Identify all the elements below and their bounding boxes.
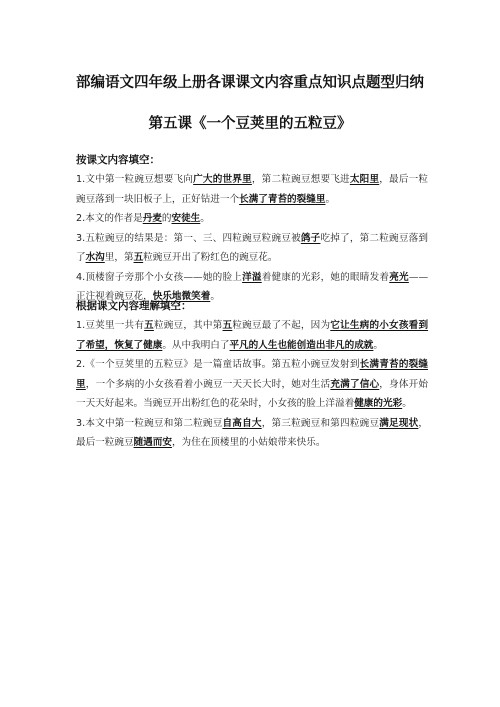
answer-text: 满足现状: [379, 417, 419, 429]
question-text: 粒豌豆，其中第: [153, 320, 223, 331]
item-number: 1.: [76, 320, 86, 331]
question-text: ，一个多病的小女孩看着小豌豆一天天长大时，她对生活: [85, 378, 331, 390]
question-text: 。: [373, 339, 383, 351]
answer-text: 它让生病的小女孩看到了希望，恢复了健康: [76, 320, 429, 351]
answer-text: 五: [222, 320, 233, 331]
list-item: [76, 316, 428, 355]
answer-text: 随遇而安: [133, 437, 172, 448]
question-text: 。: [210, 291, 220, 302]
question-text: ，最后一粒豌豆落到一块旧板子上，正好钻进一个: [76, 174, 429, 205]
question-text: ，第三粒豌豆和第四粒豌豆: [261, 417, 380, 429]
item-number: 3.: [76, 417, 86, 429]
section-heading: 根据课文内容理解填空：: [76, 300, 192, 312]
answer-text: 健康的光彩: [354, 398, 403, 409]
answer-text: 水沟: [85, 252, 105, 263]
question-text: 吃掉了，第二粒豌豆落到了: [76, 232, 429, 263]
item-number: 4.: [76, 271, 86, 283]
section-heading: 按课文内容填空：: [76, 154, 160, 166]
question-text: 《一个豆荚里的五粒豆》是一篇童话故事。第五粒小豌豆发射到: [85, 359, 360, 370]
list-item: [76, 209, 428, 229]
item-number: 2.: [76, 359, 86, 370]
question-text: 粒豌豆开出了粉红色的豌豆花。: [143, 252, 278, 263]
list-item: [76, 229, 428, 268]
question-text: 顶楼窗子旁那个小女孩——她的脸上: [85, 271, 243, 283]
item-number: 3.: [76, 232, 86, 244]
question-text: ，第二粒豌豆想要飞进: [251, 174, 350, 185]
document-title: 部编语文四年级上册各课课文内容重点知识点题型归纳: [76, 75, 424, 91]
answer-text: 丹麦: [142, 213, 162, 224]
answer-text: 快乐地微笑着: [152, 291, 211, 302]
list-item: [76, 414, 428, 453]
answer-text: 鸽子: [300, 232, 321, 244]
answer-text: 五: [144, 320, 154, 331]
answer-text: 广大的世界里: [193, 174, 252, 185]
item-list: [76, 316, 428, 453]
list-item: [76, 355, 428, 414]
lesson-title: 第五课《一个豆荚里的五粒豆》: [148, 116, 352, 132]
section-comprehension-fill-in: [76, 296, 428, 453]
question-text: 着健康的光彩，她的眼睛发着: [261, 271, 390, 283]
question-text: ，最后一粒豌豆: [76, 417, 429, 448]
list-item: [76, 170, 428, 209]
question-text: 。从中我明白了: [162, 339, 230, 351]
item-number: 1.: [76, 174, 86, 185]
question-text: 文中第一粒豌豆想要飞向: [85, 174, 194, 185]
answer-text: 自高自大: [222, 417, 262, 429]
answer-text: 长满了青苔的裂缝里: [239, 193, 326, 205]
question-text: 里，第: [104, 252, 134, 263]
question-text: ，身体开始一天天好起来。当豌豆开出粉红色的花朵时，小女孩的脸上洋溢着: [76, 378, 429, 409]
question-text: 。: [402, 398, 412, 409]
section-fill-in-by-content: [76, 150, 428, 307]
answer-text: 充满了信心: [330, 378, 380, 390]
question-text: 五粒豌豆的结果是：第一、三、四粒豌豆粒豌豆被: [85, 232, 301, 244]
question-text: 。: [200, 213, 210, 224]
answer-text: 长满青苔的裂缝里: [76, 359, 429, 390]
answer-text: 安徒生: [171, 213, 201, 224]
question-text: 的: [161, 213, 172, 224]
question-text: ，为住在顶楼里的小姑娘带来快乐。: [171, 437, 326, 448]
question-text: ——正注视着豌豆花，: [76, 271, 429, 302]
answer-text: 亮光: [389, 271, 409, 283]
item-list: [76, 170, 428, 307]
question-text: 。: [325, 193, 336, 205]
question-text: 豆荚里一共有: [85, 320, 145, 331]
question-text: 粒豌豆最了不起，因为: [232, 320, 331, 331]
answer-text: 太阳里: [349, 174, 380, 185]
question-text: 本文的作者是: [85, 213, 143, 224]
answer-text: 洋溢: [242, 271, 262, 283]
answer-text: 平凡的人生也能创造出非凡的成就: [229, 339, 374, 351]
answer-text: 五: [133, 252, 144, 263]
question-text: 本文中第一粒豌豆和第二粒豌豆: [85, 417, 223, 429]
item-number: 2.: [76, 213, 86, 224]
